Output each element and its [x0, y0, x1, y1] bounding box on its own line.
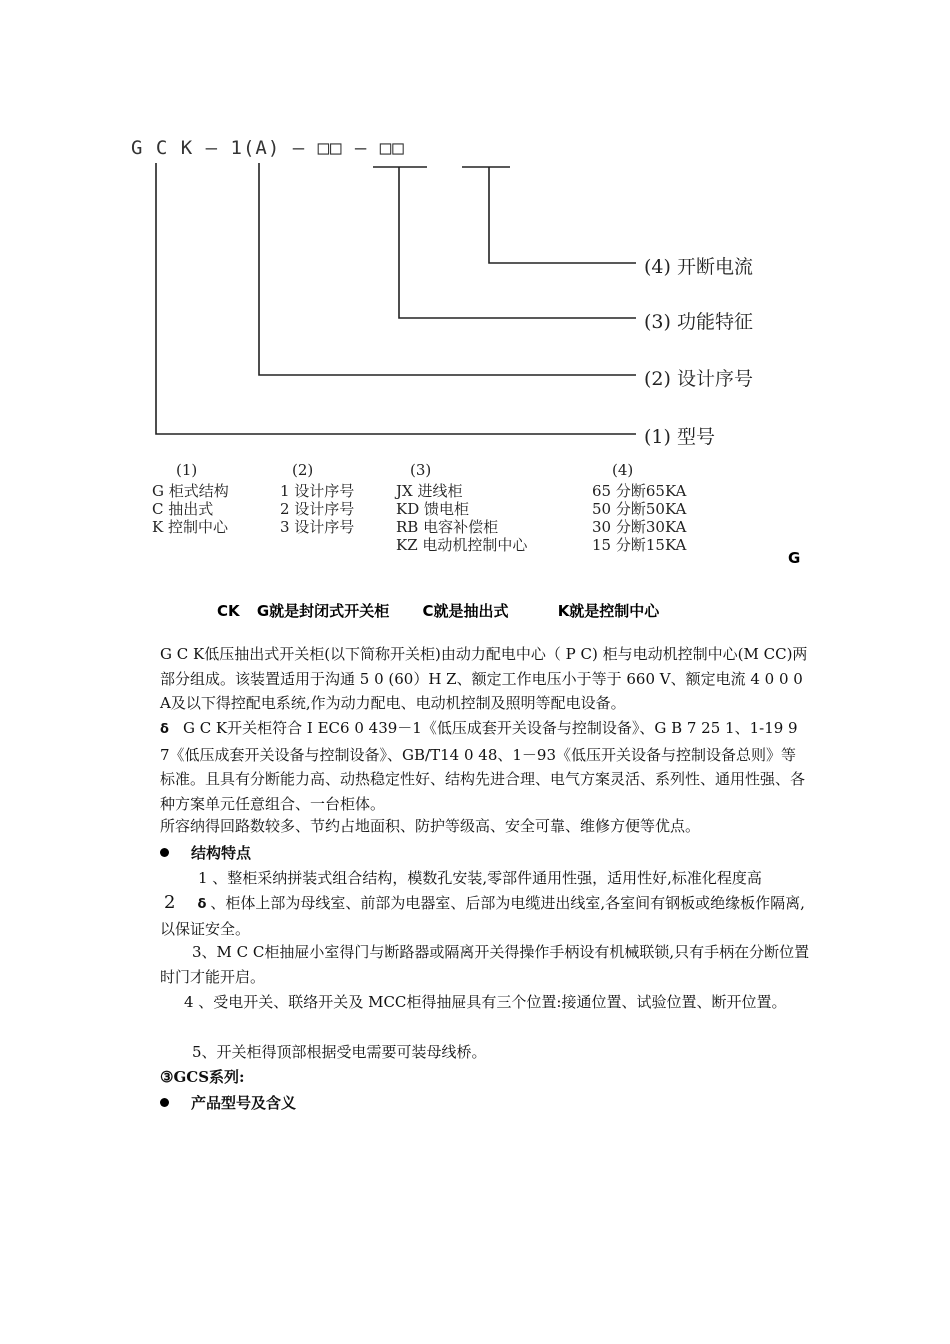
caption-k: K就是控制中心 [557, 602, 660, 620]
legend-item: 15 分断15KA [592, 536, 687, 554]
legend-item: 3 设计序号 [280, 518, 355, 536]
intro-text: G C K低压抽出式开关柜(以下简称开关柜)由动力配电中心（ P C) 柜与电动机控制中心(M CC)两部分组成。该装置适用于沟通 5 0 (60）H Z、额定工作电压小于等于 660 V、额定电流 4 0 0 0 A及以下得控配电系统,作为动力配电、电动机控制及照明等配电设备。 [160, 645, 808, 712]
legend-item: RB 电容补偿柜 [396, 518, 499, 536]
paragraph-intro [160, 642, 810, 716]
legend-item: C 抽出式 [152, 500, 214, 518]
legend-col-3 [396, 482, 527, 554]
heading-product-model [160, 1092, 296, 1113]
legend-col-2 [280, 482, 354, 536]
paragraph-feature-5 [160, 1040, 810, 1065]
feature-2-text: 、柜体上部为母线室、前部为电器室、后部为电缆进出线室,各室间有钢板或绝缘板作隔离,以保证安全。 [160, 893, 805, 938]
feature-3-text: 3、M C C柜抽屉小室得门与断路器或隔离开关得操作手柄设有机械联锁,只有手柄在分断位置时门才能开启。 [160, 943, 810, 986]
paragraph-feature-3 [160, 940, 810, 989]
standards-text: G C K开关柜符合 I EC6 0 439－1《低压成套开关设备与控制设备》、G B 7 25 1、1-19 9 7《低压成套开关设备与控制设备》、GB/T14 0 48、1－93《低压开关设备与控制设备总则》等标准。且具有分断能力高、动热稳定性好、结构先进合理、电气方案灵活、系列性、通用性强、各种方案单元任意组合、一台柜体。 [160, 719, 806, 813]
caption-ck: CK [217, 602, 240, 620]
legend-item: G 柜式结构 [152, 482, 229, 500]
legend-item: 65 分断65KA [592, 482, 687, 500]
legend-header-1: (1) [176, 461, 198, 479]
model-code: G C K — 1(A) — □□ — □□ [131, 137, 405, 159]
legend-header-2: (2) [292, 461, 314, 479]
bullet-icon [160, 848, 169, 857]
label-function-feature: (3) 功能特征 [644, 311, 753, 333]
legend-item: KD 馈电柜 [396, 500, 470, 518]
legend-col-1 [152, 482, 229, 536]
advantages-text: 所容纳得回路数较多、节约占地面积、防护等级高、安全可靠、维修方便等优点。 [160, 817, 701, 835]
legend-item: 50 分断50KA [592, 500, 687, 518]
paragraph-standards [160, 716, 810, 816]
feature-4-text: 4 、受电开关、联络开关及 MCC柜得抽屉具有三个位置:接通位置、试验位置、断开位置。 [184, 993, 787, 1011]
caption-g: G就是封闭式开关柜 [256, 602, 390, 620]
legend-item: JX 进线柜 [396, 482, 463, 500]
symbol-mark-2: ẟ [197, 896, 207, 912]
label-model: (1) 型号 [644, 426, 715, 448]
legend-item: K 控制中心 [152, 518, 228, 536]
paragraph-advantages [160, 814, 810, 839]
legend-header-3: (3) [410, 461, 432, 479]
paragraph-feature-4 [160, 990, 810, 1015]
legend-item: KZ 电动机控制中心 [396, 536, 528, 554]
legend-header-4: (4) [612, 461, 634, 479]
legend-item: 30 分断30KA [592, 518, 687, 536]
feature-5-text: 5、开关柜得顶部根据受电需要可装母线桥。 [192, 1043, 487, 1061]
legend-item: 1 设计序号 [280, 482, 355, 500]
stray-letter: G [788, 549, 801, 567]
heading-gcs-series [160, 1066, 245, 1087]
bullet-icon [160, 1098, 169, 1107]
product-model-text: 产品型号及含义 [191, 1094, 297, 1112]
legend-col-4 [592, 482, 686, 554]
feature-1-text: 1 、整柜采纳拼装式组合结构，模数孔安装,零部件通用性强，适用性好,标准化程度高 [198, 869, 762, 887]
caption-c: C就是抽出式 [422, 602, 509, 620]
paragraph-feature-1 [160, 866, 810, 942]
label-design-serial: (2) 设计序号 [644, 368, 753, 390]
caption-line [217, 600, 659, 621]
model-code-diagram [0, 0, 950, 570]
gcs-series-text: ③GCS系列: [160, 1068, 245, 1086]
feature-2-number: 2 [164, 891, 176, 913]
heading-structure [160, 842, 251, 863]
legend-item: 2 设计序号 [280, 500, 355, 518]
heading-structure-text: 结构特点 [191, 844, 252, 862]
label-breaking-current: (4) 开断电流 [644, 256, 753, 278]
symbol-mark: ẟ [160, 722, 169, 737]
